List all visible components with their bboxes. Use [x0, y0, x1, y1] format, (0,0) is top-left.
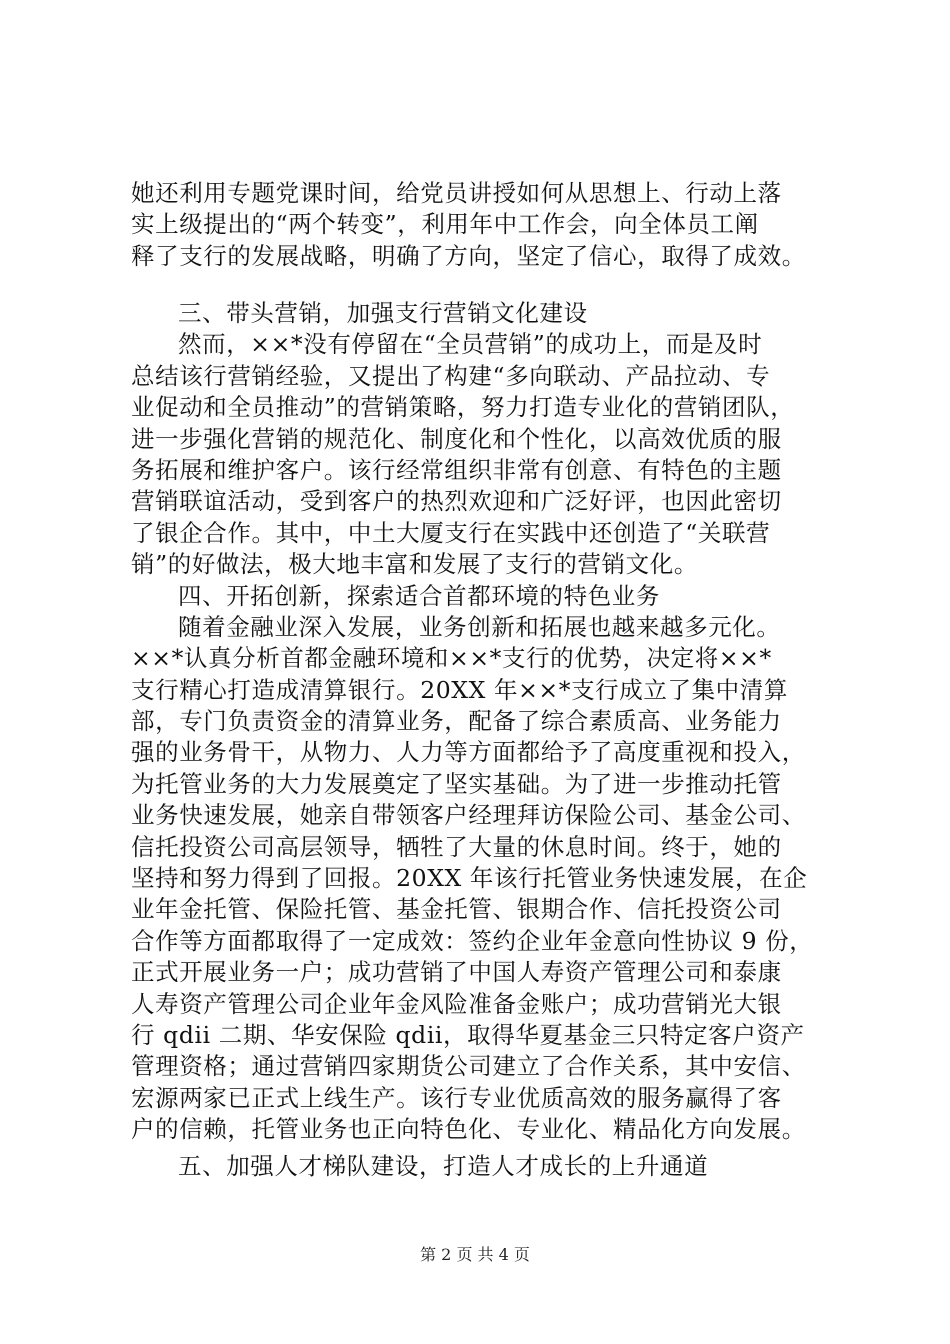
text-line: 正式开展业务一户；成功营销了中国人寿资产管理公司和泰康: [131, 958, 782, 987]
text-line: 坚持和努力得到了回报。20XX 年该行托管业务快速发展，在企: [131, 864, 808, 893]
text-line: 了银企合作。其中，中土大厦支行在实践中还创造了“关联营: [131, 518, 771, 547]
text-line: 随着金融业深入发展，业务创新和拓展也越来越多元化。: [178, 612, 781, 641]
text-line: 营销联谊活动，受到客户的热烈欢迎和广泛好评，也因此密切: [131, 487, 782, 516]
text-line: 信托投资公司高层领导，牺牲了大量的休息时间。终于，她的: [131, 832, 782, 861]
page-footer: [0, 1245, 950, 1265]
text-line: 人寿资产管理公司企业年金风险准备金账户；成功营销光大银: [131, 989, 782, 1018]
text-line: 释了支行的发展战略，明确了方向，坚定了信心，取得了成效。: [131, 241, 806, 270]
text-line: 为托管业务的大力发展奠定了坚实基础。为了进一步推动托管: [131, 769, 782, 798]
paragraph-party-lecture: [131, 178, 831, 272]
page-number: 第 2 页 共 4 页: [420, 1245, 530, 1264]
section-heading-3: 三、带头营销，加强支行营销文化建设: [178, 299, 588, 327]
text-line: 进一步强化营销的规范化、制度化和个性化，以高效优质的服: [131, 424, 782, 453]
text-line: 业年金托管、保险托管、基金托管、银期合作、信托投资公司: [131, 895, 782, 924]
section-marketing-and-innovation: [131, 298, 831, 1146]
text-line: 部，专门负责资金的清算业务，配备了综合素质高、业务能力: [131, 707, 782, 736]
text-line: 业务快速发展，她亲自带领客户经理拜访保险公司、基金公司、: [131, 801, 806, 830]
section-heading-4: 四、开拓创新，探索适合首都环境的特色业务: [178, 581, 660, 610]
text-line: 强的业务骨干，从物力、人力等方面都给予了高度重视和投入，: [131, 738, 806, 767]
section-heading-5: 五、加强人才梯队建设，打造人才成长的上升通道: [178, 1152, 709, 1180]
text-line: 业促动和全员推动”的营销策略，努力打造专业化的营销团队，: [131, 393, 795, 422]
section-talent-building: [131, 1151, 831, 1182]
text-line: 宏源两家已正式上线生产。该行专业优质高效的服务赢得了客: [131, 1083, 782, 1112]
text-line: 务拓展和维护客户。该行经常组织非常有创意、有特色的主题: [131, 455, 782, 484]
text-line: 总结该行营销经验，又提出了构建“多向联动、产品拉动、专: [131, 361, 771, 390]
text-line: ××*认真分析首都金融环境和××*支行的优势，决定将××*: [131, 644, 772, 673]
text-line: 户的信赖，托管业务也正向特色化、专业化、精品化方向发展。: [131, 1115, 806, 1144]
text-line: 合作等方面都取得了一定成效：签约企业年金意向性协议 9 份，: [131, 926, 814, 955]
text-line: 实上级提出的“两个转变”，利用年中工作会，向全体员工阐: [131, 210, 759, 239]
text-line: 销”的好做法，极大地丰富和发展了支行的营销文化。: [131, 550, 698, 579]
text-line: 她还利用专题党课时间，给党员讲授如何从思想上、行动上落: [131, 179, 782, 207]
text-line: 行 qdii 二期、华安保险 qdii，取得华夏基金三只特定客户资产: [131, 1020, 805, 1049]
text-line: 然而，××*没有停留在“全员营销”的成功上，而是及时: [178, 330, 763, 359]
text-line: 支行精心打造成清算银行。20XX 年××*支行成立了集中清算: [131, 675, 788, 704]
text-line: 管理资格；通过营销四家期货公司建立了合作关系，其中安信、: [131, 1052, 806, 1081]
